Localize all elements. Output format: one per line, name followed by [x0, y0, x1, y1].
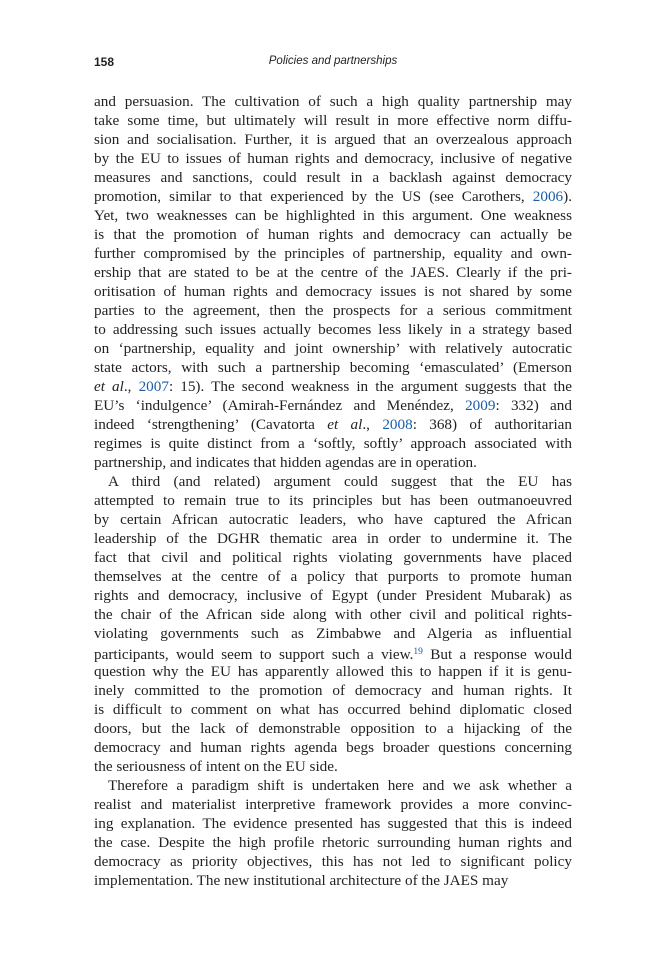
text-run: ). — [563, 188, 572, 205]
text-line — [94, 415, 572, 434]
text-run: promotion, similar to that experienced by the US (see Carothers, — [94, 188, 533, 205]
text-run: by certain African autocratic leaders, who have captured the African — [94, 511, 572, 528]
paragraph — [94, 472, 572, 776]
text-line — [94, 206, 572, 225]
italic-text: et al — [94, 378, 124, 395]
paragraph — [94, 92, 572, 472]
text-run: the case. Despite the high profile rhetoric surrounding human rights and — [94, 834, 572, 851]
text-line — [94, 814, 572, 833]
text-run: A third (and related) argument could suggest that the EU has — [108, 473, 572, 490]
text-line — [94, 776, 572, 795]
text-line — [94, 434, 572, 453]
text-line — [94, 244, 572, 263]
text-run: Yet, two weaknesses can be highlighted in this argument. One weakness — [94, 207, 572, 224]
text-run: by the EU to issues of human rights and democracy, inclusive of negative — [94, 150, 572, 167]
text-line — [94, 396, 572, 415]
text-run: EU’s ‘indulgence’ (Amirah-Fernández and Menéndez, — [94, 397, 466, 414]
text-line — [94, 795, 572, 814]
text-run: to addressing such issues actually becomes less likely in a strategy based — [94, 321, 572, 338]
text-line — [94, 301, 572, 320]
citation-year-link[interactable]: 2008 — [382, 416, 413, 433]
text-run: is that the promotion of human rights and democracy can actually be — [94, 226, 572, 243]
text-line — [94, 662, 572, 681]
text-run: fact that civil and political rights violating governments have placed — [94, 549, 572, 566]
citation-year-link[interactable]: 2007 — [138, 378, 169, 395]
text-run: Therefore a paradigm shift is undertaken here and we ask whether a — [108, 777, 572, 794]
body-text — [94, 92, 572, 890]
text-run: take some time, but ultimately will result in more effective norm diffu- — [94, 112, 572, 129]
text-run: participants, would seem to support such a view. — [94, 646, 414, 663]
text-line — [94, 757, 572, 776]
text-line — [94, 833, 572, 852]
text-run: question why the EU has apparently allowed this to happen if it is genu- — [94, 663, 572, 680]
text-run: implementation. The new institutional architecture of the JAES may — [94, 872, 509, 889]
text-line — [94, 624, 572, 643]
footnote-marker[interactable]: 19 — [413, 647, 423, 657]
text-line — [94, 700, 572, 719]
text-run: ing explanation. The evidence presented has suggested that this is indeed — [94, 815, 572, 832]
text-line — [94, 168, 572, 187]
text-line — [94, 529, 572, 548]
text-run: : 15). The second weakness in the argument suggests that the — [168, 378, 573, 395]
text-run: further compromised by the principles of partnership, equality and own- — [94, 245, 572, 262]
text-line — [94, 263, 572, 282]
running-title: Policies and partnerships — [268, 55, 398, 67]
paragraph — [94, 776, 572, 890]
text-line — [94, 681, 572, 700]
text-run: the seriousness of intent on the EU side. — [94, 758, 338, 775]
text-line — [94, 871, 572, 890]
text-line — [94, 567, 572, 586]
italic-text: et al — [327, 416, 363, 433]
text-run: : 332) and — [495, 397, 572, 414]
text-line — [94, 643, 572, 662]
text-run: themselves at the centre of a policy that purports to promote human — [94, 568, 572, 585]
text-run: But a response would — [422, 646, 573, 663]
text-run: the chair of the African side along with other civil and political rights- — [94, 606, 572, 623]
text-run: ership that are stated to be at the centre of the JAES. Clearly if the pri- — [94, 264, 572, 281]
text-run: is difficult to comment on what has occurred behind diplomatic closed — [94, 701, 572, 718]
text-run: ., — [362, 416, 383, 433]
text-line — [94, 548, 572, 567]
citation-year-link[interactable]: 2006 — [532, 188, 564, 205]
text-line — [94, 130, 572, 149]
text-line — [94, 149, 572, 168]
text-run: parties to the agreement, then the prospects for a serious commitment — [94, 302, 572, 319]
text-run: indeed ‘strengthening’ (Cavatorta — [94, 416, 328, 433]
text-line — [94, 92, 572, 111]
text-run: and persuasion. The cultivation of such a high quality partnership may — [94, 93, 572, 110]
text-run: regimes is quite distinct from a ‘softly, softly’ approach associated with — [94, 435, 572, 452]
text-run: violating governments such as Zimbabwe and Algeria as influential — [94, 625, 572, 642]
text-line — [94, 377, 572, 396]
text-line — [94, 339, 572, 358]
text-run: rights and democracy, inclusive of Egypt (under President Mubarak) as — [94, 587, 572, 604]
text-run: measures and sanctions, could result in a backlash against democracy — [94, 169, 572, 186]
text-run: democracy as priority objectives, this has not led to significant policy — [94, 853, 572, 870]
text-run: : 368) of authoritarian — [412, 416, 572, 433]
text-run: state actors, with such a partnership becoming ‘emasculated’ (Emerson — [94, 359, 572, 376]
text-line — [94, 320, 572, 339]
running-head — [94, 55, 572, 75]
text-run: inely committed to the promotion of democracy and human rights. It — [94, 682, 572, 699]
text-run: doors, but the lack of demonstrable opposition to a hijacking of the — [94, 720, 572, 737]
text-line — [94, 852, 572, 871]
text-run: realist and materialist interpretive framework provides a more convinc- — [94, 796, 572, 813]
text-run: attempted to remain true to its principles but has been outmanoeuvred — [94, 492, 572, 509]
text-line — [94, 719, 572, 738]
text-run: partnership, and indicates that hidden agendas are in operation. — [94, 454, 477, 471]
page-number: 158 — [94, 55, 115, 69]
text-line — [94, 738, 572, 757]
text-line — [94, 605, 572, 624]
text-line — [94, 453, 572, 472]
text-line — [94, 472, 572, 491]
text-run: oritisation of human rights and democracy issues is not shared by some — [94, 283, 572, 300]
text-run: democracy and human rights agenda begs broader questions concerning — [94, 739, 572, 756]
text-run: sion and socialisation. Further, it is argued that an overzealous approach — [94, 131, 572, 148]
citation-year-link[interactable]: 2009 — [465, 397, 496, 414]
text-line — [94, 111, 572, 130]
text-line — [94, 491, 572, 510]
text-run: leadership of the DGHR thematic area in order to undermine it. The — [94, 530, 572, 547]
text-run: ., — [123, 378, 139, 395]
text-line — [94, 358, 572, 377]
text-line — [94, 225, 572, 244]
text-line — [94, 282, 572, 301]
text-line — [94, 510, 572, 529]
text-line — [94, 586, 572, 605]
text-run: on ‘partnership, equality and joint ownership’ with relatively autocratic — [94, 340, 572, 357]
text-line — [94, 187, 572, 206]
